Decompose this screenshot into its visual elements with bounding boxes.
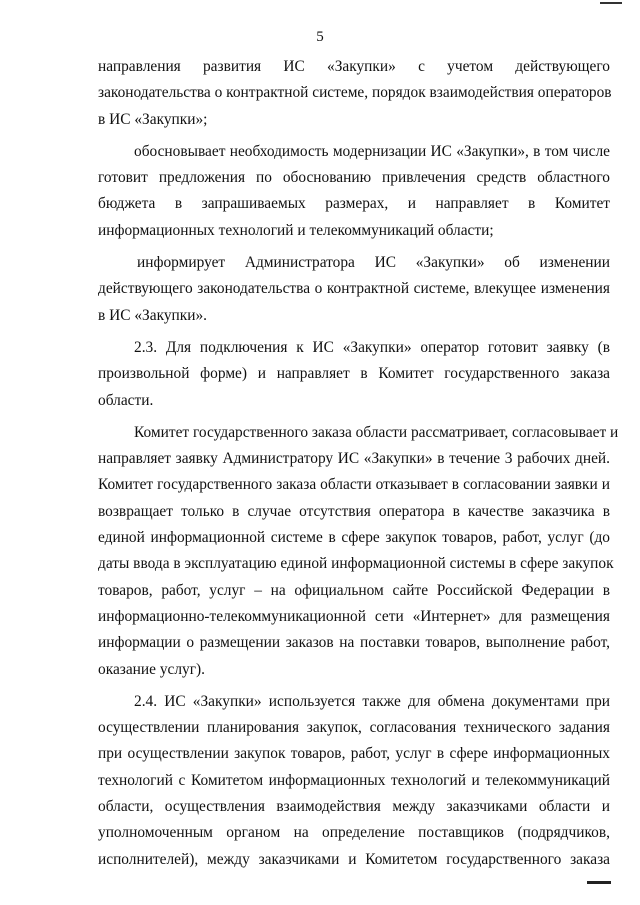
text-line: технологий с Комитетом информационных технологий и телекоммуникаций (98, 771, 610, 789)
scan-mark-bottom (587, 881, 611, 888)
text-line: произвольной форме) и направляет в Комитет государственного заказа (98, 365, 610, 383)
text-line: Комитет государственного заказа области отказывает в согласовании заявки и (98, 476, 610, 494)
paragraph-2 (98, 139, 610, 244)
text-line: направления развития ИС «Закупки» с учетом действующего (98, 58, 610, 75)
text-line: законодательства о контрактной системе, порядок взаимодействия операторов (98, 84, 612, 102)
text-line: действующего законодательства о контрактной системе, влекущее изменения (98, 280, 610, 298)
text-line: информации о размещении заказов на поставки товаров, выполнение работ, (98, 634, 610, 652)
text-line: единой информационной системе в сфере закупок товаров, работ, услуг (до (98, 529, 610, 547)
text-line: товаров, работ, услуг – на официальном сайте Российской Федерации в (98, 581, 610, 599)
text-line: направляет заявку Администратору ИС «Закупки» в течение 3 рабочих дней. (98, 450, 610, 468)
text-line: исполнителей), между заказчиками и Комитетом государственного заказа (98, 850, 610, 868)
text-line: информационно-телекоммуникационной сети «Интернет» для размещения (98, 607, 610, 625)
paragraph-5 (98, 420, 619, 683)
text-line: в ИС «Закупки». (98, 306, 208, 324)
document-body (98, 54, 619, 879)
text-line: уполномоченным органом на определение поставщиков (подрядчиков, (98, 824, 610, 842)
paragraph-6 (98, 689, 610, 873)
paragraph-4 (98, 335, 610, 414)
paragraph-3 (98, 250, 610, 329)
text-line: готовит предложения по обоснованию привлечения средств областного (98, 169, 610, 187)
text-line: возвращает только в случае отсутствия оператора в качестве заказчика в (98, 502, 610, 520)
text-line: осуществлении планирования закупок, согласования технического задания (98, 719, 610, 737)
text-line: информационных технологий и телекоммуникаций области; (98, 221, 494, 239)
scan-mark-top (600, 0, 622, 4)
text-line: бюджета в запрашиваемых размерах, и направляет в Комитет (98, 195, 610, 213)
text-line: информирует Администратора ИС «Закупки» об изменении (137, 254, 610, 272)
text-line: 2.4. ИС «Закупки» используется также для обмена документами при (134, 692, 610, 710)
text-line: в ИС «Закупки»; (98, 110, 208, 128)
text-line: оказание услуг). (98, 660, 206, 678)
page-number: 5 (316, 29, 324, 45)
text-line: 2.3. Для подключения к ИС «Закупки» оператор готовит заявку (в (134, 338, 610, 356)
text-line: даты ввода в эксплуатацию единой информационной системы в сфере закупок (98, 555, 614, 573)
text-line: области. (98, 391, 154, 409)
text-line: Комитет государственного заказа области рассматривает, согласовывает и (134, 423, 619, 441)
text-line: при осуществлении закупок товаров, работ, услуг в сфере информационных (98, 745, 610, 763)
text-line: области, осуществления взаимодействия между заказчиками области и (98, 798, 610, 816)
text-line: обосновывает необходимость модернизации ИС «Закупки», в том числе (134, 142, 610, 160)
paragraph-1 (98, 54, 610, 133)
